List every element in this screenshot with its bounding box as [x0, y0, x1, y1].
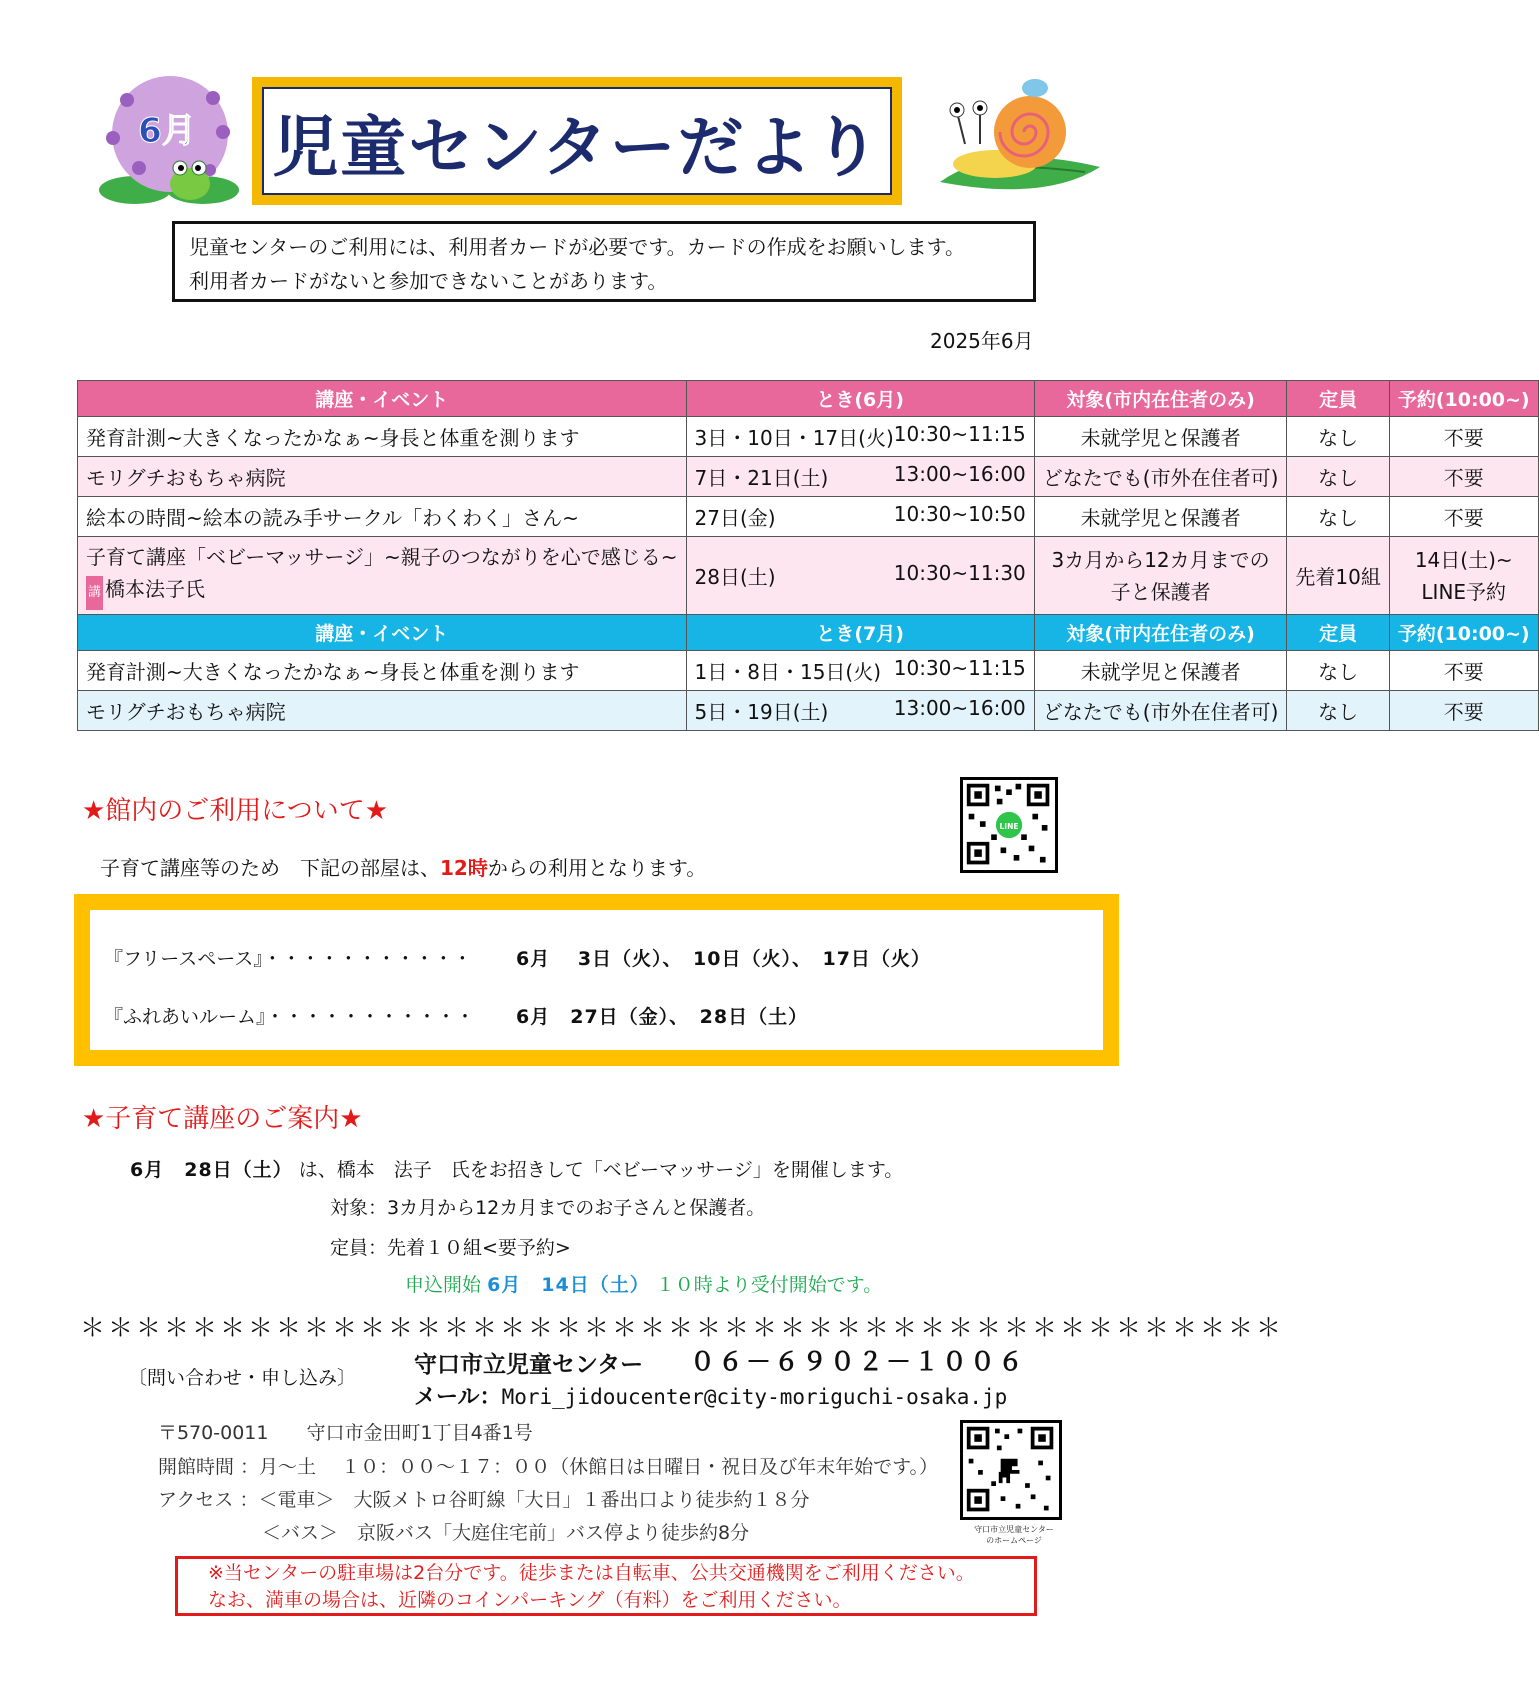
reservation-cell: 不要	[1389, 417, 1538, 457]
room-name: 『フリースペース』・・・・・・・・・・・	[104, 948, 472, 970]
column-header: 対象(市内在住者のみ)	[1034, 615, 1287, 651]
when-cell	[686, 417, 1034, 457]
course-intro	[130, 1155, 903, 1182]
table-row	[78, 651, 1539, 691]
contact-label: 〔問い合わせ・申し込み〕	[128, 1367, 357, 1389]
time-text: 13:00~16:00	[893, 462, 1026, 486]
when-cell	[686, 651, 1034, 691]
line-qr-code[interactable]	[960, 777, 1058, 873]
time-text: 13:00~16:00	[893, 696, 1026, 720]
target-cell	[1034, 537, 1287, 615]
when-cell	[686, 691, 1034, 731]
room-schedule-inner	[90, 910, 1103, 1050]
when-cell	[686, 497, 1034, 537]
capacity-cell: なし	[1287, 457, 1389, 497]
column-header: 定員	[1287, 615, 1389, 651]
july-header-row	[78, 615, 1539, 651]
lecturer-name: 橋本法子氏	[105, 577, 206, 601]
date-text: 5日・19日(土)	[694, 700, 829, 724]
date-text: 27日(金)	[694, 506, 776, 530]
reservation-cell: 不要	[1389, 457, 1538, 497]
notice-box	[172, 221, 1036, 302]
june-header-row	[78, 381, 1539, 417]
reservation-line-2: LINE予約	[1421, 579, 1507, 604]
qr-caption-line-1: 守口市立児童センター	[974, 1525, 1054, 1534]
column-header: 講座・イベント	[78, 615, 687, 651]
table-row	[78, 457, 1539, 497]
when-cell	[686, 537, 1034, 615]
date-text: 7日・21日(土)	[694, 466, 829, 490]
room-row	[104, 1002, 808, 1029]
capacity-cell: なし	[1287, 651, 1389, 691]
usage-text-after: からの利用となります。	[487, 856, 707, 880]
homepage-qr-code[interactable]	[960, 1420, 1062, 1520]
target-line-2: 子と保護者	[1110, 579, 1211, 604]
when-cell	[686, 457, 1034, 497]
qr-caption	[966, 1524, 1062, 1546]
event-cell: モリグチおもちゃ病院	[78, 691, 687, 731]
issue-date: 2025年6月	[930, 329, 1034, 353]
time-text: 10:30~10:50	[893, 502, 1026, 526]
time-text: 10:30~11:15	[893, 422, 1026, 446]
capacity-cell: なし	[1287, 417, 1389, 457]
page-title: 児童センターだより	[272, 108, 882, 186]
capacity-cell: 先着10組	[1287, 537, 1389, 615]
date-text: 28日(土)	[694, 565, 776, 589]
event-title: 子育て講座「ベビーマッサージ」~親子のつながりを心で感じる~	[86, 545, 678, 569]
room-dates: 6月 27日（金）、 28日（土）	[516, 1006, 809, 1028]
line-badge: LINE	[999, 821, 1019, 831]
access-bus: ＜バス＞ 京阪バス「大庭住宅前」バス停より徒歩約8分	[262, 1522, 750, 1544]
reservation-line-1: 14日(土)~	[1414, 547, 1513, 572]
column-header: とき(7月)	[686, 615, 1034, 651]
access-train: アクセス ：＜電車＞ 大阪メトロ谷町線「大日」１番出口より徒歩約１８分	[158, 1489, 810, 1511]
course-apply	[405, 1270, 882, 1297]
address-line: 〒570-0011 守口市金田町1丁目4番1号	[158, 1422, 533, 1444]
asterisk-divider: ＊＊＊＊＊＊＊＊＊＊＊＊＊＊＊＊＊＊＊＊＊＊＊＊＊＊＊＊＊＊＊＊＊＊＊＊＊＊＊＊＊＊＊	[80, 1313, 1285, 1342]
time-text: 10:30~11:30	[893, 561, 1026, 585]
hours-line: 開館時間 ：月～土 １０：００～１７：００（休館日は日曜日・祝日及び年末年始です。）	[158, 1456, 939, 1478]
contact-org: 守口市立児童センター	[414, 1352, 644, 1378]
mail-address[interactable]: Mori_jidoucenter@city-moriguchi-osaka.jp	[501, 1385, 1008, 1409]
snail-illustration	[935, 72, 1105, 202]
column-header: 予約(10:00~)	[1389, 615, 1538, 651]
apply-date: 6月 14日（土）	[487, 1274, 650, 1296]
month-badge: 6月	[138, 111, 196, 151]
usage-heading: ★館内のご利用について★	[82, 796, 389, 826]
course-intro-text: は、橋本 法子 氏をお招きして「ベビーマッサージ」を開催します。	[298, 1159, 904, 1181]
room-row	[104, 944, 931, 971]
parking-notice	[175, 1556, 1037, 1616]
target-cell: 未就学児と保護者	[1034, 651, 1287, 691]
apply-after: １０時より受付開始です。	[655, 1274, 883, 1296]
usage-text-highlight: 12時	[440, 856, 488, 880]
capacity-cell: なし	[1287, 497, 1389, 537]
lecturer-mark: 講	[86, 576, 103, 610]
qr-caption-line-2: のホームページ	[986, 1536, 1042, 1545]
schedule-table	[77, 380, 1539, 731]
target-cell: どなたでも(市外在住者可)	[1034, 691, 1287, 731]
event-cell: 発育計測~大きくなったかなぁ~身長と体重を測ります	[78, 651, 687, 691]
apply-label: 申込開始	[405, 1274, 482, 1296]
column-header: 講座・イベント	[78, 381, 687, 417]
target-cell: 未就学児と保護者	[1034, 417, 1287, 457]
room-dates: 6月 3日（火）、 10日（火）、 17日（火）	[516, 948, 931, 970]
table-row	[78, 417, 1539, 457]
event-cell	[78, 537, 687, 615]
table-row	[78, 497, 1539, 537]
target-cell: どなたでも(市外在住者可)	[1034, 457, 1287, 497]
course-capacity: 定員：先着１０組<要予約>	[330, 1237, 571, 1259]
column-header: とき(6月)	[686, 381, 1034, 417]
notice-line-2: 利用者カードがないと参加できないことがあります。	[189, 269, 668, 293]
event-cell: 発育計測~大きくなったかなぁ~身長と体重を測ります	[78, 417, 687, 457]
date-text: 1日・8日・15日(火)	[694, 660, 882, 684]
lecturer-line	[86, 573, 678, 610]
column-header: 予約(10:00~)	[1389, 381, 1538, 417]
contact-phone[interactable]: ０６－６９０２－１００６	[690, 1347, 1027, 1376]
parking-line-2: なお、満車の場合は、近隣のコインパーキング（有料）をご利用ください。	[208, 1589, 852, 1611]
title-inner	[262, 87, 892, 195]
contact-mail	[414, 1380, 1007, 1411]
capacity-cell: なし	[1287, 691, 1389, 731]
time-text: 10:30~11:15	[893, 656, 1026, 680]
reservation-cell: 不要	[1389, 497, 1538, 537]
parking-line-1: ※当センターの駐車場は2台分です。徒歩または自転車、公共交通機関をご利用ください。	[208, 1562, 975, 1584]
target-line-1: 3カ月から12カ月までの	[1051, 547, 1270, 572]
course-target: 対象：3カ月から12カ月までのお子さんと保護者。	[330, 1197, 766, 1219]
course-heading: ★子育て講座のご案内★	[82, 1104, 363, 1134]
table-row	[78, 691, 1539, 731]
event-cell: 絵本の時間~絵本の読み手サークル「わくわく」さん~	[78, 497, 687, 537]
reservation-cell: 不要	[1389, 651, 1538, 691]
notice-line-1: 児童センターのご利用には、利用者カードが必要です。カードの作成をお願いします。	[189, 235, 965, 259]
target-cell: 未就学児と保護者	[1034, 497, 1287, 537]
room-name: 『ふれあいルーム』・・・・・・・・・・・	[104, 1006, 475, 1028]
reservation-cell	[1389, 537, 1538, 615]
hydrangea-frog-illustration	[95, 72, 245, 208]
mail-label: メール：	[414, 1385, 502, 1410]
column-header: 定員	[1287, 381, 1389, 417]
room-schedule-frame	[74, 894, 1119, 1066]
date-text: 3日・10日・17日(火)	[694, 426, 894, 450]
table-row	[78, 537, 1539, 615]
column-header: 対象(市内在住者のみ)	[1034, 381, 1287, 417]
event-cell: モリグチおもちゃ病院	[78, 457, 687, 497]
usage-text-before: 子育て講座等のため 下記の部屋は、	[100, 856, 440, 880]
title-frame	[252, 77, 902, 205]
usage-text	[100, 852, 706, 881]
course-date: 6月 28日（土）	[130, 1159, 293, 1181]
reservation-cell: 不要	[1389, 691, 1538, 731]
